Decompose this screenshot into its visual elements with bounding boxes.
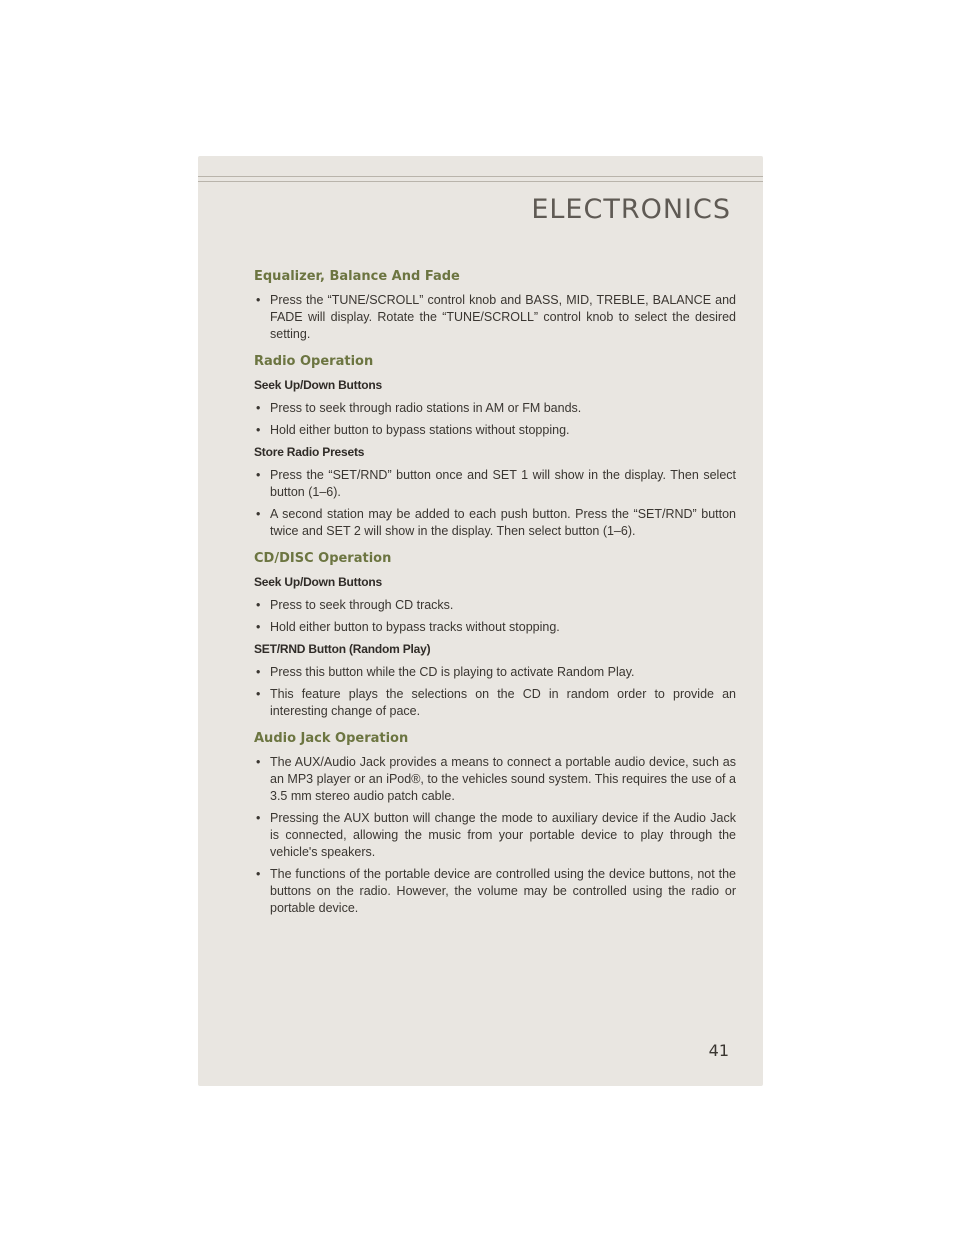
bullet-icon: • [256, 811, 261, 825]
list-item-text: Press to seek through CD tracks. [270, 598, 454, 612]
list-item [254, 422, 736, 439]
bullet-icon: • [256, 687, 261, 701]
bullet-icon: • [256, 507, 261, 521]
subheading: Store Radio Presets [254, 445, 365, 459]
bullet-icon: • [256, 620, 261, 634]
list-item-text: A second station may be added to each push button. Press the “SET/RND” button twice and SET 2 will show in the display. Then select button (1–6). [270, 507, 736, 538]
subheading: Seek Up/Down Buttons [254, 575, 383, 589]
list-item-text: Press the “SET/RND” button once and SET 1 will show in the display. Then select button (1–6). [270, 468, 736, 499]
list-item-text: Pressing the AUX button will change the mode to auxiliary device if the Audio Jack is connected, allowing the music from your portable device to play through the vehicle's speakers. [270, 811, 736, 859]
list-item-text: Press the “TUNE/SCROLL” control knob and BASS, MID, TREBLE, BALANCE and FADE will display. Rotate the “TUNE/SCROLL” control knob to select the desired setting. [270, 293, 736, 341]
bullet-list [254, 754, 736, 917]
bullet-icon: • [256, 598, 261, 612]
list-item [254, 686, 736, 720]
list-item-text: The AUX/Audio Jack provides a means to connect a portable audio device, such as an MP3 player or an iPod®, to the vehicles sound system. This requires the use of a 3.5 mm stereo audio patch cable. [270, 755, 736, 803]
list-item [254, 664, 736, 681]
section-equalizer [254, 268, 736, 343]
list-item [254, 619, 736, 636]
section-cd-disc-operation [254, 550, 736, 720]
section-heading: CD/DISC Operation [254, 551, 392, 566]
bullet-list [254, 664, 736, 720]
list-item-text: This feature plays the selections on the CD in random order to provide an interesting change of pace. [270, 687, 736, 718]
bullet-icon: • [256, 468, 261, 482]
header-rule [198, 176, 763, 182]
bullet-icon: • [256, 293, 261, 307]
list-item [254, 866, 736, 917]
page-number: 41 [708, 1041, 729, 1060]
bullet-list [254, 467, 736, 540]
bullet-icon: • [256, 423, 261, 437]
list-item [254, 467, 736, 501]
list-item [254, 754, 736, 805]
section-heading: Equalizer, Balance And Fade [254, 269, 460, 284]
section-radio-operation [254, 353, 736, 540]
bullet-icon: • [256, 401, 261, 415]
subheading: Seek Up/Down Buttons [254, 378, 383, 392]
list-item-text: Hold either button to bypass tracks without stopping. [270, 620, 560, 634]
list-item [254, 506, 736, 540]
manual-page [198, 156, 763, 1086]
bullet-icon: • [256, 867, 261, 881]
list-item-text: Press to seek through radio stations in AM or FM bands. [270, 401, 582, 415]
bullet-list [254, 400, 736, 439]
bullet-list [254, 292, 736, 343]
bullet-icon: • [256, 665, 261, 679]
bullet-list [254, 597, 736, 636]
list-item-text: Hold either button to bypass stations without stopping. [270, 423, 570, 437]
bullet-icon: • [256, 755, 261, 769]
list-item [254, 400, 736, 417]
list-item-text: Press this button while the CD is playing to activate Random Play. [270, 665, 635, 679]
section-audio-jack-operation [254, 730, 736, 917]
page-content [254, 268, 736, 927]
list-item-text: The functions of the portable device are controlled using the device buttons, not the buttons on the radio. However, the volume may be controlled using the radio or portable device. [270, 867, 736, 915]
subheading: SET/RND Button (Random Play) [254, 642, 431, 656]
chapter-title: ELECTRONICS [531, 194, 731, 225]
section-heading: Radio Operation [254, 354, 374, 369]
list-item [254, 292, 736, 343]
list-item [254, 597, 736, 614]
section-heading: Audio Jack Operation [254, 731, 409, 746]
list-item [254, 810, 736, 861]
